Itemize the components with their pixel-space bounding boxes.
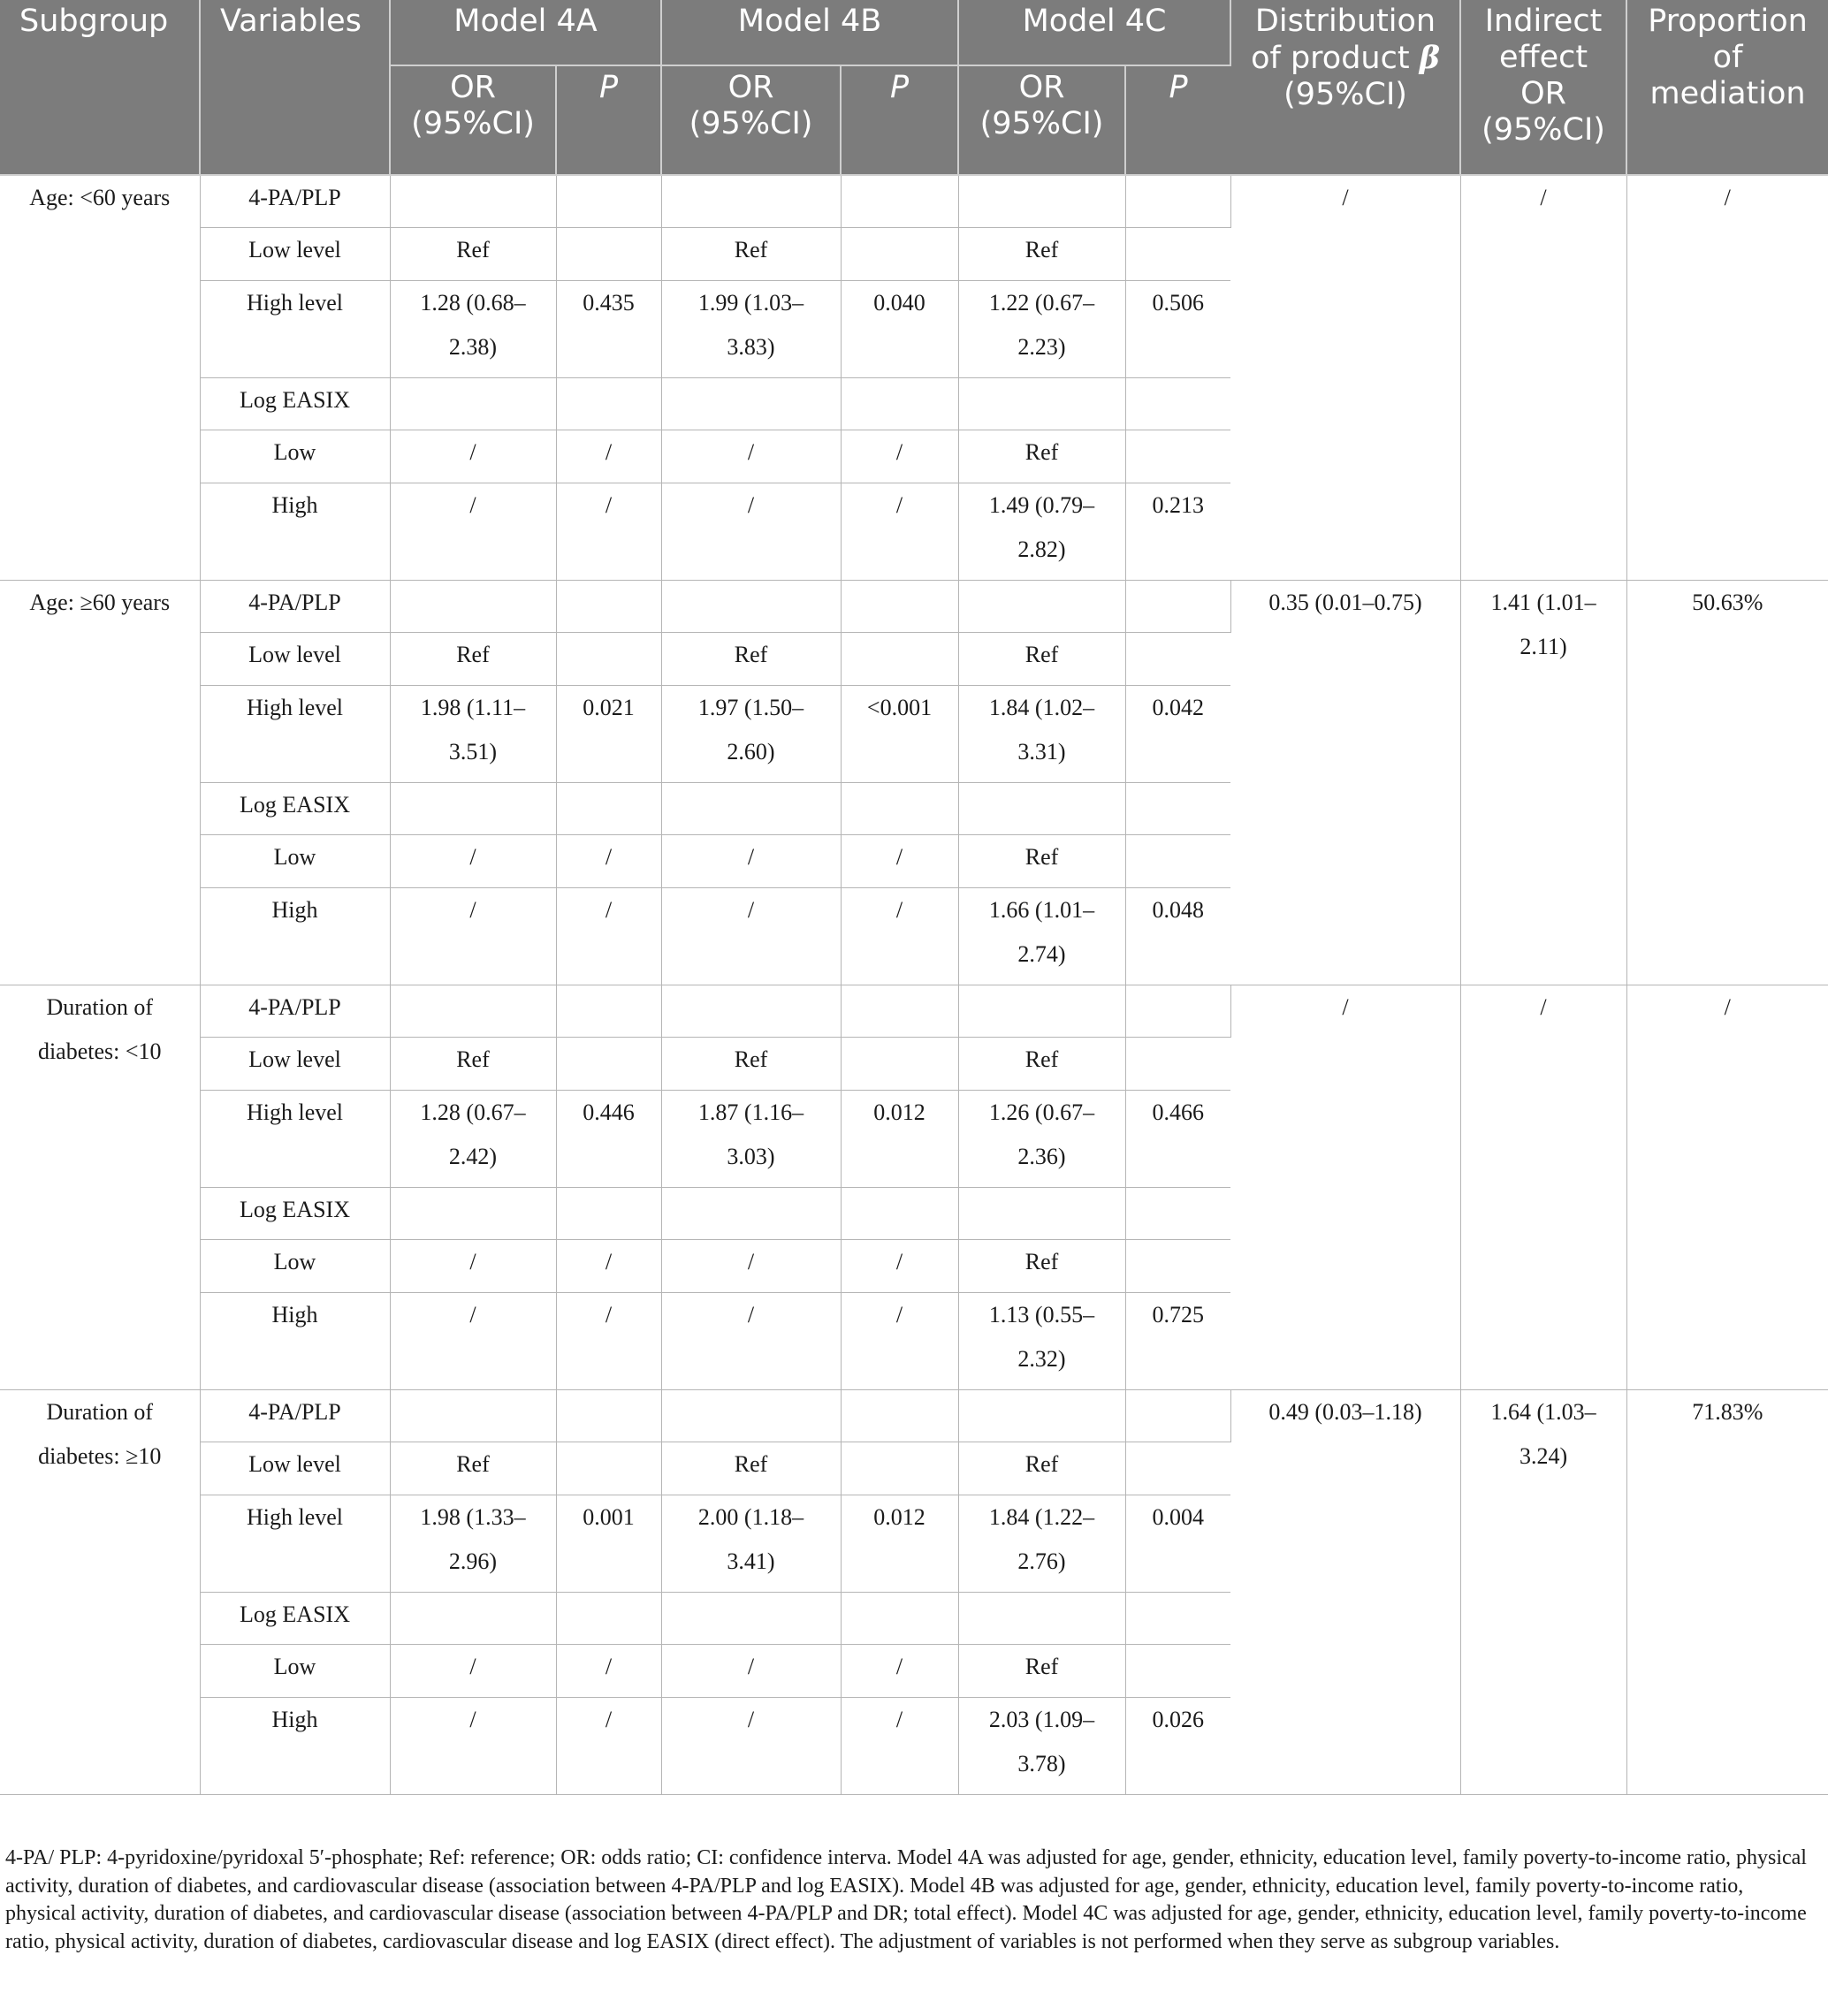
variable-label: Low level [200,1442,390,1495]
header-model-4b: Model 4B [661,0,958,65]
or-4b: / [661,887,841,985]
p-4a: / [556,1645,661,1698]
or-4a: / [390,1292,556,1389]
p-4c: 0.213 [1125,483,1230,580]
variable-label: Low level [200,228,390,281]
or-4a: 1.28 (0.68– 2.38) [390,280,556,377]
distribution-value: 0.49 (0.03–1.18) [1230,1389,1460,1794]
variable-label: Log EASIX [200,1187,390,1240]
p-4b: 0.012 [841,1495,958,1592]
variable-label: High [200,1292,390,1389]
or-4a: Ref [390,228,556,281]
or-4b: 1.97 (1.50– 2.60) [661,685,841,782]
header-p-4b: P [841,65,958,175]
p-4b: / [841,430,958,483]
or-4a: / [390,430,556,483]
p-4b: <0.001 [841,685,958,782]
variable-label: Low [200,1645,390,1698]
table-footnote: 4-PA/ PLP: 4-pyridoxine/pyridoxal 5′-phosphate; Ref: reference; OR: odds ratio; CI: confidence interva. Model 4A was adjusted for age, gender, ethnicity, education level, family poverty-to-income ratio, physical activity, duration of diabetes, and cardiovascular disease (association between 4-PA/PLP and log EASIX). Model 4B was adjusted for age, gender, ethnicity, education level, family poverty-to-income ratio, physical activity, duration of diabetes, and cardiovascular disease (association between 4-PA/PLP and DR; total effect). Model 4C was adjusted for age, gender, ethnicity, education level, family poverty-to-income ratio, physical activity, duration of diabetes, cardiovascular disease and log EASIX (direct effect). The adjustment of variables is not performed when they serve as subgroup variables. [5,1846,1807,1953]
or-4b: / [661,1645,841,1698]
header-or-4a: OR (95%CI) [390,65,556,175]
p-4c: 0.506 [1125,280,1230,377]
or-4b: / [661,483,841,580]
variable-label: 4-PA/PLP [200,1389,390,1442]
variable-label: 4-PA/PLP [200,175,390,228]
or-4a: Ref [390,1442,556,1495]
variable-label: High level [200,280,390,377]
or-4b: / [661,1697,841,1794]
variable-label: High [200,1697,390,1794]
variable-label: 4-PA/PLP [200,985,390,1038]
p-4a: / [556,483,661,580]
or-4c: 1.13 (0.55– 2.32) [958,1292,1125,1389]
or-4b: 2.00 (1.18– 3.41) [661,1495,841,1592]
or-4b: 1.87 (1.16– 3.03) [661,1090,841,1187]
or-4b: / [661,835,841,888]
variable-label: Log EASIX [200,377,390,430]
or-4a: Ref [390,1038,556,1091]
or-4c: Ref [958,633,1125,686]
proportion-value: 71.83% [1626,1389,1828,1794]
or-4b: / [661,1240,841,1293]
header-variables: Variables [200,0,390,175]
variable-label: High [200,483,390,580]
variable-label: High level [200,685,390,782]
variable-label: Log EASIX [200,1592,390,1645]
p-4a: / [556,835,661,888]
p-4a: 0.001 [556,1495,661,1592]
or-4c: 1.26 (0.67– 2.36) [958,1090,1125,1187]
p-4a: 0.435 [556,280,661,377]
table-row [0,580,1828,633]
p-4a: / [556,1292,661,1389]
table-row [0,1389,1828,1442]
p-4b: 0.040 [841,280,958,377]
header-subgroup: Subgroup [0,0,200,175]
subgroup-label: Duration of diabetes: <10 [0,985,200,1389]
indirect-value: / [1460,175,1626,580]
p-4b: / [841,835,958,888]
p-4a: / [556,1697,661,1794]
header-model-4c: Model 4C [958,0,1230,65]
group-age-under-60 [0,175,1828,580]
p-4a: / [556,887,661,985]
variable-label: Low [200,835,390,888]
distribution-value: / [1230,175,1460,580]
p-4a: / [556,1240,661,1293]
header-indirect-effect: Indirect effect OR (95%CI) [1460,0,1626,175]
variable-label: High level [200,1090,390,1187]
or-4b: / [661,430,841,483]
or-4c: 1.66 (1.01– 2.74) [958,887,1125,985]
or-4c: 1.22 (0.67– 2.23) [958,280,1125,377]
header-proportion: Proportion of mediation [1626,0,1828,175]
p-4c: 0.026 [1125,1697,1230,1794]
p-4b: / [841,887,958,985]
or-4c: Ref [958,1038,1125,1091]
p-4a: 0.446 [556,1090,661,1187]
p-4b: / [841,1240,958,1293]
variable-label: High level [200,1495,390,1592]
or-4c: Ref [958,430,1125,483]
variable-label: Low level [200,633,390,686]
or-4c: Ref [958,1442,1125,1495]
variable-label: High [200,887,390,985]
proportion-value: 50.63% [1626,580,1828,985]
subgroup-label: Duration of diabetes: ≥10 [0,1389,200,1794]
or-4a: Ref [390,633,556,686]
or-4b: Ref [661,228,841,281]
variable-label: Low [200,1240,390,1293]
subgroup-label: Age: <60 years [0,175,200,580]
header-distribution: Distribution of product β (95%CI) [1230,0,1460,175]
or-4b: Ref [661,633,841,686]
or-4a: / [390,835,556,888]
variable-label: Low [200,430,390,483]
subgroup-label: Age: ≥60 years [0,580,200,985]
or-4b: Ref [661,1442,841,1495]
or-4b: Ref [661,1038,841,1091]
or-4b: 1.99 (1.03– 3.83) [661,280,841,377]
distribution-value: / [1230,985,1460,1389]
or-4c: 1.49 (0.79– 2.82) [958,483,1125,580]
indirect-value: 1.64 (1.03– 3.24) [1460,1389,1626,1794]
header-model-4a: Model 4A [390,0,661,65]
distribution-value: 0.35 (0.01–0.75) [1230,580,1460,985]
p-4c: 0.048 [1125,887,1230,985]
or-4c: Ref [958,835,1125,888]
table-row [0,175,1828,228]
group-duration-under-10 [0,985,1828,1389]
or-4a: 1.28 (0.67– 2.42) [390,1090,556,1187]
or-4c: 1.84 (1.22– 2.76) [958,1495,1125,1592]
p-4c: 0.725 [1125,1292,1230,1389]
header-p-4c: P [1125,65,1230,175]
header-or-4b: OR (95%CI) [661,65,841,175]
group-duration-10-plus [0,1389,1828,1794]
or-4c: 2.03 (1.09– 3.78) [958,1697,1125,1794]
p-4b: / [841,483,958,580]
or-4c: Ref [958,1240,1125,1293]
header-p-4a: P [556,65,661,175]
indirect-value: / [1460,985,1626,1389]
or-4a: / [390,1240,556,1293]
table-row [0,985,1828,1038]
or-4a: / [390,1697,556,1794]
or-4c: 1.84 (1.02– 3.31) [958,685,1125,782]
variable-label: 4-PA/PLP [200,580,390,633]
or-4a: / [390,483,556,580]
or-4a: / [390,887,556,985]
or-4b: / [661,1292,841,1389]
p-4c: 0.042 [1125,685,1230,782]
p-4a: / [556,430,661,483]
or-4c: Ref [958,1645,1125,1698]
or-4a: / [390,1645,556,1698]
p-4b: / [841,1645,958,1698]
p-4b: / [841,1697,958,1794]
or-4a: 1.98 (1.33– 2.96) [390,1495,556,1592]
proportion-value: / [1626,985,1828,1389]
header-or-4c: OR (95%CI) [958,65,1125,175]
proportion-value: / [1626,175,1828,580]
variable-label: Log EASIX [200,782,390,835]
p-4b: / [841,1292,958,1389]
indirect-value: 1.41 (1.01– 2.11) [1460,580,1626,985]
p-4c: 0.466 [1125,1090,1230,1187]
group-age-60-plus [0,580,1828,985]
p-4b: 0.012 [841,1090,958,1187]
variable-label: Low level [200,1038,390,1091]
or-4a: 1.98 (1.11– 3.51) [390,685,556,782]
p-4a: 0.021 [556,685,661,782]
p-4c: 0.004 [1125,1495,1230,1592]
or-4c: Ref [958,228,1125,281]
